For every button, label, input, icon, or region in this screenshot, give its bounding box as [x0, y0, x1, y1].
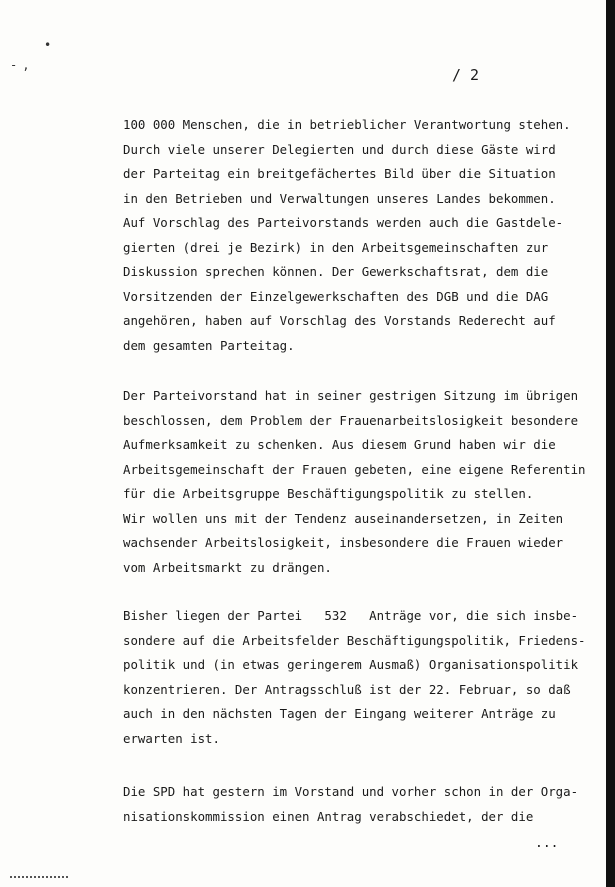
scan-edge: [606, 0, 615, 887]
text-line: in den Betrieben und Verwaltungen unseres Landes bekommen.: [123, 190, 556, 206]
paragraph-3: [123, 604, 593, 751]
text-line: auch in den nächsten Tagen der Eingang weiterer Anträge zu: [123, 706, 556, 721]
scan-speck: •: [44, 38, 52, 52]
text-line: Auf Vorschlag des Parteivorstands werden auch die Gastdele-: [123, 215, 564, 230]
text-line: sondere auf die Arbeitsfelder Beschäftigungspolitik, Friedens-: [123, 632, 586, 648]
text-line: dem gesamten Parteitag.: [123, 337, 295, 353]
text-line: angehören, haben auf Vorschlag des Vorstands Rederecht auf: [123, 313, 556, 328]
text-line: Bisher liegen der Partei 532 Anträge vor, die sich insbe-: [123, 608, 579, 623]
text-line: wachsender Arbeitslosigkeit, insbesondere die Frauen wieder: [123, 535, 564, 550]
paragraph-2: [123, 384, 593, 580]
text-line: konzentrieren. Der Antragsschluß ist der 22. Februar, so daß: [123, 681, 571, 697]
page-number: / 2: [452, 66, 480, 84]
text-line: Aufmerksamkeit zu schenken. Aus diesem Grund haben wir die: [123, 437, 556, 452]
scan-speck: -: [10, 58, 18, 72]
text-line: vom Arbeitsmarkt zu drängen.: [123, 559, 332, 575]
text-line: Diskussion sprechen können. Der Gewerkschaftsrat, dem die: [123, 264, 549, 279]
text-line: Der Parteivorstand hat in seiner gestrigen Sitzung im übrigen: [123, 388, 579, 403]
paragraph-4: [123, 780, 593, 829]
text-line: Durch viele unserer Delegierten und durch diese Gäste wird: [123, 141, 556, 157]
text-line: Vorsitzenden der Einzelgewerkschaften des DGB und die DAG: [123, 288, 549, 304]
scan-speck: ʼ: [22, 66, 30, 80]
text-line: gierten (drei je Bezirk) in den Arbeitsgemeinschaften zur: [123, 239, 549, 255]
text-line: Die SPD hat gestern im Vorstand und vorher schon in der Orga-: [123, 784, 579, 799]
text-line: 100 000 Menschen, die in betrieblicher Verantwortung stehen.: [123, 117, 571, 132]
text-line: nisationskommission einen Antrag verabschiedet, der die: [123, 808, 534, 824]
text-line: beschlossen, dem Problem der Frauenarbeitslosigkeit besondere: [123, 412, 579, 428]
text-line: für die Arbeitsgruppe Beschäftigungspolitik zu stellen.: [123, 486, 534, 501]
paragraph-1: [123, 113, 593, 358]
scan-artifact: [10, 876, 70, 878]
text-line: Arbeitsgemeinschaft der Frauen gebeten, eine eigene Referentin: [123, 461, 586, 477]
text-line: der Parteitag ein breitgefächertes Bild über die Situation: [123, 166, 556, 181]
continuation-marker: ...: [535, 836, 559, 851]
text-line: politik und (in etwas geringerem Ausmaß) Organisationspolitik: [123, 657, 579, 672]
text-line: Wir wollen uns mit der Tendenz auseinandersetzen, in Zeiten: [123, 510, 564, 526]
text-line: erwarten ist.: [123, 730, 220, 746]
